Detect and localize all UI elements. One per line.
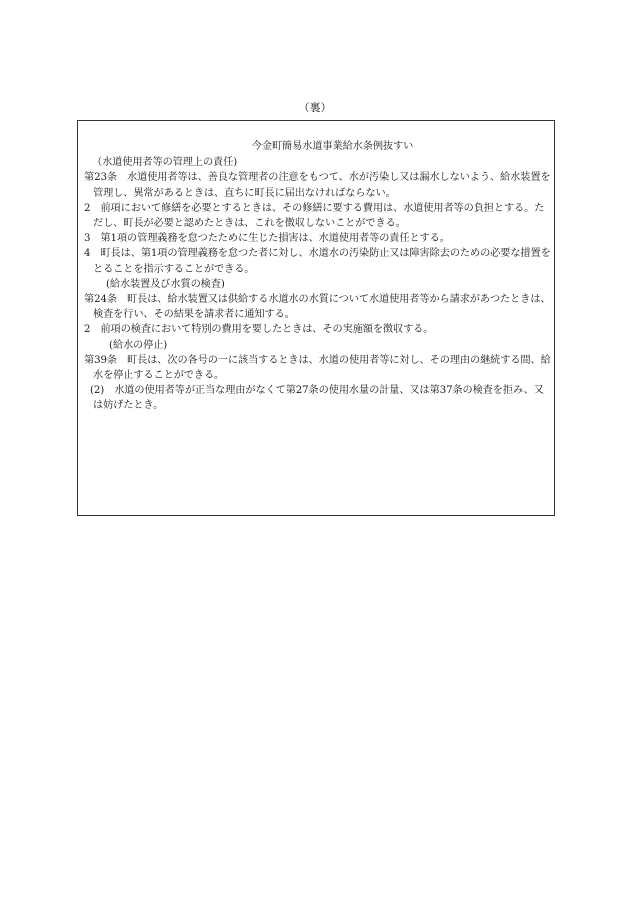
article-23-item-4: 4 町長は、第1項の管理義務を怠つた者に対し、水道水の汚染防止又は障害除去のための必要な措置をとることを指示することができる。	[84, 248, 551, 275]
article-23: 第23条 水道使用者等は、善良な管理者の注意をもつて、水が汚染し又は漏水しないよう、給水装置を管理し、異常があるときは、直ちに町長に届出なければならない。	[84, 172, 551, 199]
article-23-item-3: 3 第1項の管理義務を怠つたために生じた損害は、水道使用者等の責任とする。	[84, 233, 450, 245]
section-heading-user-responsibility: （水道使用者等の管理上の責任)	[92, 157, 238, 169]
article-24-item-2: 2 前項の検査において特別の費用を要したときは、その実施額を徴収する。	[84, 324, 434, 336]
section-heading-supply-stop: (給水の停止)	[109, 339, 168, 351]
section-heading-inspection: (給水装置及び水質の検査)	[106, 278, 225, 290]
article-39: 第39条 町長は、次の各号の一に該当するときは、水道の使用者等に対し、その理由の継続する間、給水を停止することができる。	[84, 354, 551, 382]
ordinance-excerpt-box	[77, 120, 555, 516]
article-39-subitem-2: (2) 水道の使用者等が正当な理由がなくて第27条の使用水量の計量、又は第37条の検査を拒み、又は妨げたとき。	[90, 385, 544, 412]
article-23-item-2: 2 前項において修繕を必要とするときは、その修繕に要する費用は、水道使用者等の負担とする。ただし、町長が必要と認めたときは、これを徴収しないことができる。	[84, 202, 545, 230]
article-24: 第24条 町長は、給水装置又は供給する水道水の水質について水道使用者等から請求があつたときは、検査を行い、その結果を請求者に通知する。	[84, 294, 551, 321]
back-side-label: （裏）	[298, 101, 332, 114]
document-title: 今金町簡易水道事業給水条例抜すい	[251, 141, 414, 152]
